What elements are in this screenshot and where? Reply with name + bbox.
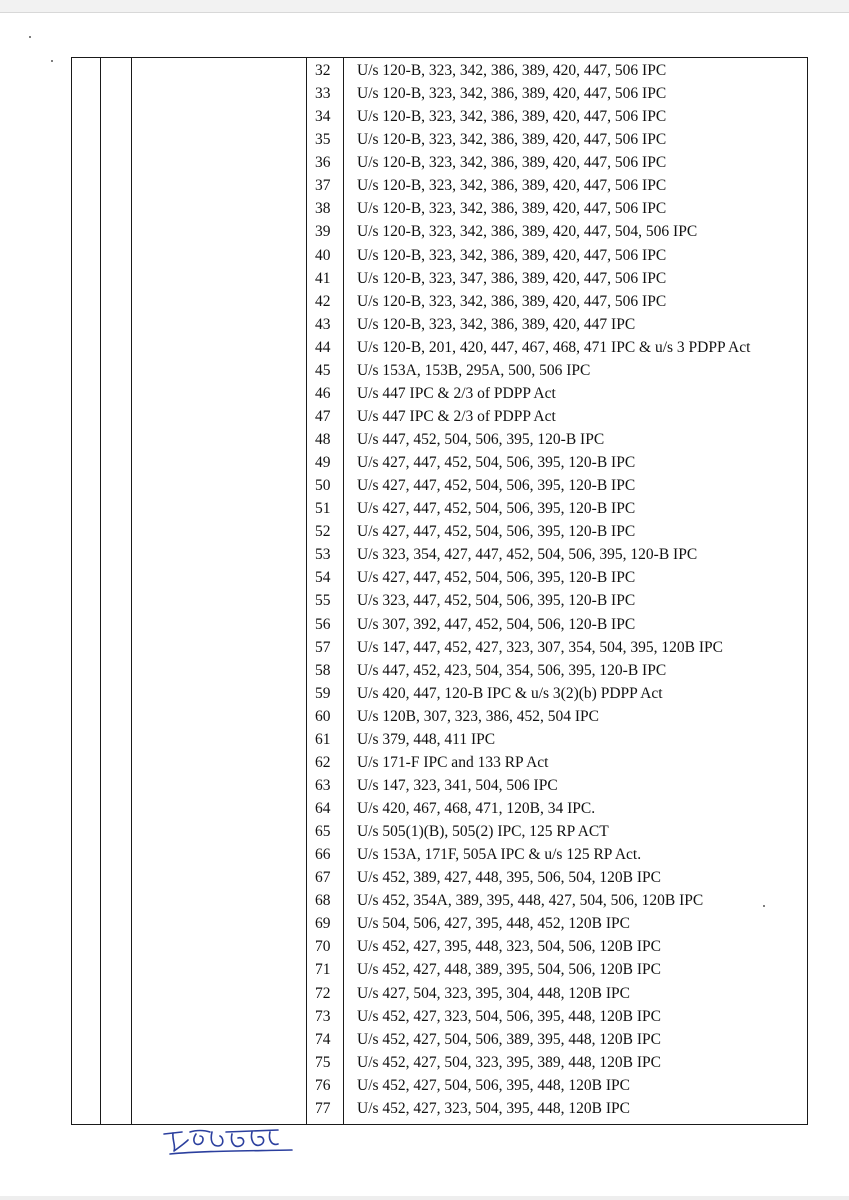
table-row: [306, 682, 806, 705]
sections-text: U/s 323, 354, 427, 447, 452, 504, 506, 395, 120-B IPC: [357, 546, 698, 564]
scan-speck: [763, 905, 765, 907]
table-row: [306, 451, 806, 474]
table-row: [306, 1097, 806, 1120]
sections-text: U/s 120-B, 323, 342, 386, 389, 420, 447, 506 IPC: [357, 131, 667, 149]
sections-text: U/s 452, 427, 395, 448, 323, 504, 506, 120B IPC: [357, 938, 661, 956]
sections-text: U/s 452, 427, 504, 506, 395, 448, 120B IPC: [357, 1076, 630, 1094]
table-row: [306, 1074, 806, 1097]
sections-text: U/s 120-B, 323, 342, 386, 389, 420, 447 IPC: [357, 315, 636, 333]
sections-text: U/s 171-F IPC and 133 RP Act: [357, 753, 549, 771]
signature: [160, 1120, 310, 1160]
sections-text: U/s 153A, 171F, 505A IPC & u/s 125 RP Act.: [357, 846, 642, 864]
table-row: [306, 751, 806, 774]
serial-number: 65: [315, 823, 331, 841]
signature-scribble: [160, 1120, 310, 1160]
table-row: [306, 128, 806, 151]
table-column-divider: [100, 57, 101, 1125]
serial-number: 68: [315, 892, 331, 910]
table-row: [306, 82, 806, 105]
serial-number: 41: [315, 269, 331, 287]
serial-number: 46: [315, 384, 331, 402]
sections-text: U/s 452, 427, 323, 504, 506, 395, 448, 120B IPC: [357, 1007, 661, 1025]
table-row: [306, 1028, 806, 1051]
sections-text: U/s 153A, 153B, 295A, 500, 506 IPC: [357, 361, 591, 379]
sections-text: U/s 452, 427, 448, 389, 395, 504, 506, 120B IPC: [357, 961, 661, 979]
table-row: [306, 659, 806, 682]
serial-number: 60: [315, 707, 331, 725]
serial-number: 42: [315, 292, 331, 310]
table-row: [306, 151, 806, 174]
sections-text: U/s 120-B, 201, 420, 447, 467, 468, 471 IPC & u/s 3 PDPP Act: [357, 338, 751, 356]
sections-text: U/s 120-B, 323, 342, 386, 389, 420, 447, 506 IPC: [357, 292, 667, 310]
table-row: [306, 220, 806, 243]
serial-number: 57: [315, 638, 331, 656]
sections-text: U/s 452, 427, 323, 504, 395, 448, 120B IPC: [357, 1099, 630, 1117]
serial-number: 66: [315, 846, 331, 864]
serial-number: 44: [315, 338, 331, 356]
sections-text: U/s 447 IPC & 2/3 of PDPP Act: [357, 407, 556, 425]
sections-text: U/s 120-B, 323, 342, 386, 389, 420, 447, 506 IPC: [357, 154, 667, 172]
sections-text: U/s 120-B, 323, 342, 386, 389, 420, 447, 504, 506 IPC: [357, 223, 698, 241]
sections-text: U/s 505(1)(B), 505(2) IPC, 125 RP ACT: [357, 823, 609, 841]
table-row: [306, 958, 806, 981]
serial-number: 77: [315, 1099, 331, 1117]
serial-number: 43: [315, 315, 331, 333]
sections-list: [306, 59, 806, 1120]
sections-text: U/s 120-B, 323, 342, 386, 389, 420, 447, 506 IPC: [357, 177, 667, 195]
table-row: [306, 866, 806, 889]
serial-number: 76: [315, 1076, 331, 1094]
serial-number: 54: [315, 569, 331, 587]
sections-text: U/s 120-B, 323, 347, 386, 389, 420, 447, 506 IPC: [357, 269, 667, 287]
table-row: [306, 197, 806, 220]
serial-number: 47: [315, 407, 331, 425]
serial-number: 56: [315, 615, 331, 633]
sections-text: U/s 147, 323, 341, 504, 506 IPC: [357, 776, 558, 794]
serial-number: 61: [315, 730, 331, 748]
table-row: [306, 244, 806, 267]
sections-text: U/s 427, 447, 452, 504, 506, 395, 120-B IPC: [357, 477, 636, 495]
sections-text: U/s 420, 467, 468, 471, 120B, 34 IPC.: [357, 800, 596, 817]
sections-text: U/s 427, 447, 452, 504, 506, 395, 120-B IPC: [357, 500, 636, 518]
table-row: [306, 820, 806, 843]
table-row: [306, 290, 806, 313]
scan-top-edge: [0, 0, 849, 13]
serial-number: 58: [315, 661, 331, 679]
sections-text: U/s 447, 452, 423, 504, 354, 506, 395, 120-B IPC: [357, 661, 667, 679]
serial-number: 51: [315, 500, 331, 518]
sections-text: U/s 427, 447, 452, 504, 506, 395, 120-B IPC: [357, 523, 636, 541]
table-row: [306, 1005, 806, 1028]
table-row: [306, 1051, 806, 1074]
table-row: [306, 566, 806, 589]
table-row: [306, 428, 806, 451]
sections-text: U/s 452, 427, 504, 506, 389, 395, 448, 120B IPC: [357, 1030, 661, 1048]
sections-text: U/s 447, 452, 504, 506, 395, 120-B IPC: [357, 431, 605, 448]
serial-number: 59: [315, 684, 331, 702]
table-row: [306, 313, 806, 336]
table-column-divider: [131, 57, 132, 1125]
sections-text: U/s 447 IPC & 2/3 of PDPP Act: [357, 384, 556, 402]
table-row: [306, 889, 806, 912]
serial-number: 55: [315, 592, 331, 610]
serial-number: 37: [315, 177, 331, 195]
sections-text: U/s 504, 506, 427, 395, 448, 452, 120B IPC: [357, 915, 630, 933]
serial-number: 63: [315, 776, 331, 794]
serial-number: 62: [315, 753, 331, 771]
table-row: [306, 520, 806, 543]
serial-number: 52: [315, 523, 331, 541]
table-row: [306, 336, 806, 359]
serial-number: 48: [315, 431, 331, 448]
serial-number: 69: [315, 915, 331, 933]
serial-number: 36: [315, 154, 331, 172]
sections-text: U/s 147, 447, 452, 427, 323, 307, 354, 504, 395, 120B IPC: [357, 638, 723, 656]
serial-number: 67: [315, 869, 331, 887]
table-row: [306, 497, 806, 520]
table-row: [306, 705, 806, 728]
sections-text: U/s 323, 447, 452, 504, 506, 395, 120-B IPC: [357, 592, 636, 610]
serial-number: 34: [315, 108, 331, 126]
serial-number: 40: [315, 246, 331, 264]
serial-number: 73: [315, 1007, 331, 1025]
serial-number: 75: [315, 1053, 331, 1071]
serial-number: 35: [315, 131, 331, 149]
sections-text: U/s 120-B, 323, 342, 386, 389, 420, 447, 506 IPC: [357, 108, 667, 126]
serial-number: 45: [315, 361, 331, 379]
scan-speck: [29, 36, 31, 38]
sections-text: U/s 427, 447, 452, 504, 506, 395, 120-B IPC: [357, 454, 636, 472]
table-row: [306, 636, 806, 659]
table-row: [306, 982, 806, 1005]
table-row: [306, 912, 806, 935]
table-row: [306, 105, 806, 128]
table-row: [306, 543, 806, 566]
sections-text: U/s 120-B, 323, 342, 386, 389, 420, 447, 506 IPC: [357, 246, 667, 264]
scan-bottom-edge: [0, 1196, 849, 1200]
table-row: [306, 174, 806, 197]
serial-number: 49: [315, 454, 331, 472]
table-row: [306, 935, 806, 958]
serial-number: 33: [315, 85, 331, 103]
sections-text: U/s 420, 447, 120-B IPC & u/s 3(2)(b) PDPP Act: [357, 684, 663, 702]
table-row: [306, 474, 806, 497]
sections-text: U/s 427, 504, 323, 395, 304, 448, 120B IPC: [357, 984, 630, 1002]
table-row: [306, 382, 806, 405]
sections-text: U/s 379, 448, 411 IPC: [357, 730, 496, 748]
serial-number: 53: [315, 546, 331, 564]
serial-number: 38: [315, 200, 331, 218]
serial-number: 64: [315, 800, 331, 817]
serial-number: 71: [315, 961, 331, 979]
serial-number: 39: [315, 223, 331, 241]
sections-text: U/s 120-B, 323, 342, 386, 389, 420, 447, 506 IPC: [357, 200, 667, 218]
table-row: [306, 267, 806, 290]
sections-text: U/s 452, 354A, 389, 395, 448, 427, 504, 506, 120B IPC: [357, 892, 704, 910]
table-row: [306, 774, 806, 797]
serial-number: 50: [315, 477, 331, 495]
serial-number: 72: [315, 984, 331, 1002]
sections-text: U/s 452, 389, 427, 448, 395, 506, 504, 120B IPC: [357, 869, 661, 887]
sections-text: U/s 452, 427, 504, 323, 395, 389, 448, 120B IPC: [357, 1053, 661, 1071]
table-row: [306, 59, 806, 82]
sections-text: U/s 427, 447, 452, 504, 506, 395, 120-B IPC: [357, 569, 636, 587]
sections-text: U/s 307, 392, 447, 452, 504, 506, 120-B IPC: [357, 615, 636, 633]
sections-text: U/s 120B, 307, 323, 386, 452, 504 IPC: [357, 707, 599, 725]
serial-number: 70: [315, 938, 331, 956]
table-row: [306, 613, 806, 636]
table-row: [306, 843, 806, 866]
table-row: [306, 359, 806, 382]
scan-speck: [51, 60, 53, 62]
serial-number: 32: [315, 62, 331, 79]
sections-text: U/s 120-B, 323, 342, 386, 389, 420, 447, 506 IPC: [357, 85, 667, 103]
sections-text: U/s 120-B, 323, 342, 386, 389, 420, 447, 506 IPC: [357, 62, 667, 79]
table-row: [306, 405, 806, 428]
serial-number: 74: [315, 1030, 331, 1048]
table-row: [306, 589, 806, 612]
table-row: [306, 728, 806, 751]
table-row: [306, 797, 806, 820]
